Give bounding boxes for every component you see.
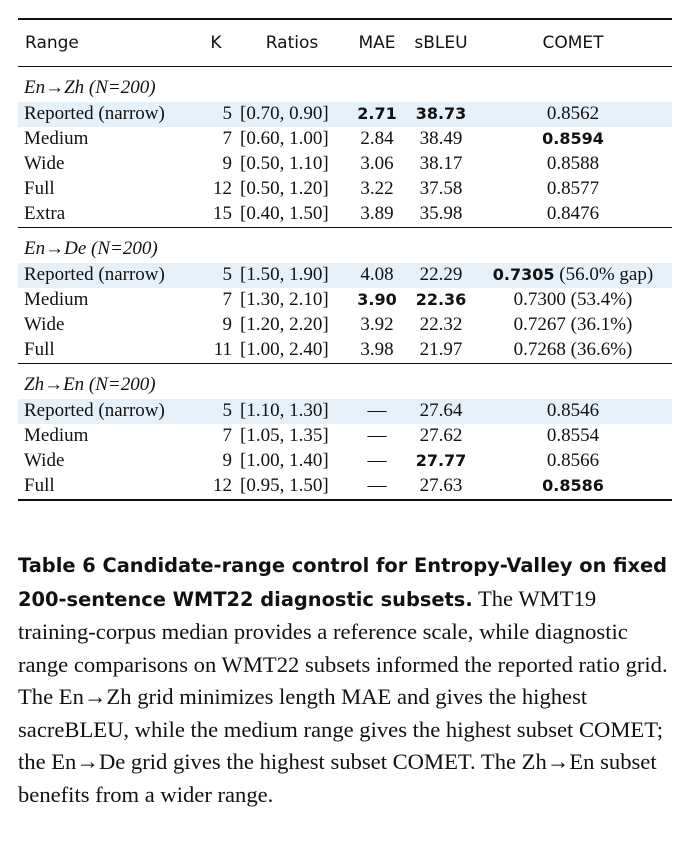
cell-comet-note: (56.0% gap) <box>554 264 654 285</box>
cell-k <box>194 263 238 288</box>
table-row <box>18 449 672 474</box>
cell-comet <box>474 127 672 152</box>
cell-range-value: Medium <box>24 128 89 149</box>
cell-comet-value: 0.8566 <box>546 450 600 471</box>
cell-k <box>194 102 238 127</box>
cell-mae <box>346 449 408 474</box>
cell-comet-value: 0.8586 <box>542 476 604 495</box>
cell-range-value: Wide <box>24 450 65 471</box>
cell-k-value: 12 <box>213 178 232 199</box>
cell-k-value: 7 <box>222 289 232 310</box>
cell-range-value: Full <box>24 339 55 360</box>
cell-range <box>18 424 194 449</box>
cell-sbleu-value: 38.17 <box>419 153 463 174</box>
table-row <box>18 202 672 228</box>
cell-k-value: 5 <box>222 400 232 421</box>
cell-ratios-value: [1.10, 1.30] <box>240 400 329 421</box>
cell-comet-note: (53.4%) <box>565 289 633 310</box>
spacer-cell <box>18 66 672 75</box>
table-row <box>18 152 672 177</box>
cell-range-value: Reported (narrow) <box>24 264 165 285</box>
cell-sbleu-value: 22.29 <box>419 264 463 285</box>
table-row <box>18 102 672 127</box>
results-table-container <box>18 18 672 501</box>
cell-range <box>18 263 194 288</box>
cell-range <box>18 177 194 202</box>
cell-ratios <box>238 449 346 474</box>
cell-range <box>18 449 194 474</box>
cell-comet <box>474 202 672 228</box>
cell-mae <box>346 399 408 424</box>
header-sbleu: sBLEU <box>408 19 474 66</box>
cell-sbleu-value: 35.98 <box>419 203 463 224</box>
cell-comet-value: 0.7300 <box>513 289 566 310</box>
cell-range <box>18 152 194 177</box>
group-label-row <box>18 75 672 102</box>
cell-ratios <box>238 177 346 202</box>
cell-comet <box>474 399 672 424</box>
cell-range-value: Full <box>24 178 55 199</box>
cell-ratios <box>238 152 346 177</box>
cell-comet-value: 0.8562 <box>546 103 600 124</box>
table-row <box>18 263 672 288</box>
cell-ratios <box>238 399 346 424</box>
cell-mae <box>346 288 408 313</box>
cell-range <box>18 338 194 364</box>
cell-comet-value: 0.7268 <box>513 339 566 360</box>
cell-comet <box>474 313 672 338</box>
cell-mae <box>346 313 408 338</box>
cell-mae-value: 4.08 <box>360 264 394 285</box>
cell-sbleu <box>408 127 474 152</box>
cell-ratios-value: [1.00, 2.40] <box>240 339 329 360</box>
cell-comet <box>474 338 672 364</box>
header-k: K <box>194 19 238 66</box>
cell-k-value: 12 <box>213 475 232 496</box>
separator-cell <box>18 227 672 236</box>
cell-ratios-value: [0.95, 1.50] <box>240 475 329 496</box>
cell-mae-value: — <box>367 475 387 496</box>
cell-range <box>18 313 194 338</box>
cell-comet-value: 0.8554 <box>546 425 600 446</box>
cell-mae-value: 3.22 <box>360 178 394 199</box>
table-row <box>18 177 672 202</box>
cell-k-value: 5 <box>222 103 232 124</box>
cell-k <box>194 338 238 364</box>
cell-sbleu-value: 37.58 <box>419 178 463 199</box>
cell-ratios-value: [0.50, 1.10] <box>240 153 329 174</box>
cell-ratios-value: [1.20, 2.20] <box>240 314 329 335</box>
cell-mae <box>346 338 408 364</box>
cell-sbleu <box>408 177 474 202</box>
cell-sbleu <box>408 102 474 127</box>
cell-mae <box>346 177 408 202</box>
cell-sbleu <box>408 152 474 177</box>
cell-ratios-value: [0.50, 1.20] <box>240 178 329 199</box>
cell-mae-value: 3.98 <box>360 339 394 360</box>
cell-comet <box>474 263 672 288</box>
cell-ratios <box>238 102 346 127</box>
header-spacer <box>18 66 672 75</box>
header-comet: COMET <box>474 19 672 66</box>
cell-k-value: 7 <box>222 128 232 149</box>
cell-k <box>194 399 238 424</box>
cell-comet <box>474 288 672 313</box>
cell-k-value: 15 <box>213 203 232 224</box>
cell-ratios-value: [1.50, 1.90] <box>240 264 329 285</box>
cell-k <box>194 474 238 500</box>
cell-comet-value: 0.8594 <box>542 129 604 148</box>
cell-range-value: Extra <box>24 203 66 224</box>
cell-k <box>194 202 238 228</box>
cell-mae <box>346 424 408 449</box>
cell-sbleu-value: 27.77 <box>415 451 467 470</box>
table-row <box>18 288 672 313</box>
cell-comet <box>474 102 672 127</box>
cell-sbleu-value: 21.97 <box>419 339 463 360</box>
table-row <box>18 474 672 500</box>
cell-k <box>194 152 238 177</box>
cell-sbleu <box>408 263 474 288</box>
cell-mae-value: 3.92 <box>360 314 394 335</box>
cell-mae-value: 3.89 <box>360 203 394 224</box>
cell-k-value: 9 <box>222 153 232 174</box>
cell-sbleu <box>408 399 474 424</box>
cell-sbleu-value: 38.73 <box>415 104 467 123</box>
cell-sbleu <box>408 474 474 500</box>
cell-k <box>194 177 238 202</box>
cell-mae-value: — <box>367 425 387 446</box>
cell-ratios-value: [1.30, 2.10] <box>240 289 329 310</box>
cell-comet <box>474 152 672 177</box>
cell-ratios-value: [1.05, 1.35] <box>240 425 329 446</box>
group-label: En→Zh (N=200) <box>24 77 156 98</box>
cell-comet-note: (36.1%) <box>565 314 633 335</box>
cell-sbleu-value: 27.62 <box>419 425 463 446</box>
table-row <box>18 338 672 364</box>
cell-ratios-value: [0.60, 1.00] <box>240 128 329 149</box>
cell-range-value: Wide <box>24 153 65 174</box>
group-label-row <box>18 236 672 263</box>
cell-comet-value: 0.8476 <box>546 203 600 224</box>
table-caption <box>18 549 678 811</box>
cell-ratios <box>238 313 346 338</box>
cell-sbleu <box>408 424 474 449</box>
cell-sbleu <box>408 338 474 364</box>
cell-range <box>18 399 194 424</box>
cell-mae <box>346 202 408 228</box>
cell-mae <box>346 102 408 127</box>
cell-ratios <box>238 288 346 313</box>
cell-k <box>194 127 238 152</box>
cell-range <box>18 474 194 500</box>
cell-comet-value: 0.8588 <box>546 153 600 174</box>
cell-k-value: 5 <box>222 264 232 285</box>
cell-k <box>194 449 238 474</box>
group-label: En→De (N=200) <box>24 238 158 259</box>
cell-mae <box>346 474 408 500</box>
cell-comet-value: 0.7267 <box>513 314 566 335</box>
cell-comet <box>474 177 672 202</box>
cell-mae <box>346 152 408 177</box>
cell-mae-value: 2.84 <box>360 128 394 149</box>
cell-mae-value: 3.06 <box>360 153 394 174</box>
cell-sbleu-value: 27.64 <box>419 400 463 421</box>
cell-k-value: 7 <box>222 425 232 446</box>
cell-range-value: Reported (narrow) <box>24 400 165 421</box>
group-label: Zh→En (N=200) <box>24 374 156 395</box>
table-row <box>18 424 672 449</box>
cell-comet-value: 0.8577 <box>546 178 600 199</box>
cell-sbleu-value: 22.36 <box>415 290 467 309</box>
cell-ratios-value: [1.00, 1.40] <box>240 450 329 471</box>
cell-comet <box>474 424 672 449</box>
caption-body: The WMT19 training-corpus median provides a reference scale, while diagnostic range comparisons on WMT22 subsets informed the reported ratio grid. The En→Zh grid minimizes length MAE and gives the highest sacreBLEU, while the medium range gives the highest subset COMET; the En→De grid gives the highest subset COMET. The Zh→En subset benefits from a wider range. <box>18 585 668 807</box>
table-row <box>18 313 672 338</box>
table-header-row <box>18 19 672 66</box>
cell-sbleu-value: 38.49 <box>419 128 463 149</box>
cell-ratios <box>238 424 346 449</box>
cell-mae-value: 2.71 <box>357 104 397 123</box>
group-separator <box>18 363 672 372</box>
cell-mae <box>346 263 408 288</box>
cell-k-value: 9 <box>222 450 232 471</box>
separator-cell <box>18 363 672 372</box>
cell-mae-value: 3.90 <box>357 290 397 309</box>
results-table <box>18 18 672 501</box>
cell-comet-value: 0.7305 <box>492 265 555 284</box>
cell-sbleu <box>408 449 474 474</box>
cell-range <box>18 127 194 152</box>
cell-ratios <box>238 474 346 500</box>
cell-range <box>18 288 194 313</box>
cell-k <box>194 424 238 449</box>
cell-sbleu-value: 22.32 <box>419 314 463 335</box>
cell-ratios <box>238 338 346 364</box>
cell-ratios-value: [0.70, 0.90] <box>240 103 329 124</box>
cell-sbleu <box>408 202 474 228</box>
header-ratios: Ratios <box>238 19 346 66</box>
cell-mae <box>346 127 408 152</box>
cell-k <box>194 313 238 338</box>
cell-ratios <box>238 202 346 228</box>
cell-ratios <box>238 263 346 288</box>
cell-ratios <box>238 127 346 152</box>
cell-comet <box>474 449 672 474</box>
header-range: Range <box>18 19 194 66</box>
group-label-row <box>18 372 672 399</box>
cell-sbleu <box>408 313 474 338</box>
cell-ratios-value: [0.40, 1.50] <box>240 203 329 224</box>
cell-comet-value: 0.8546 <box>546 400 600 421</box>
cell-range-value: Full <box>24 475 55 496</box>
cell-comet <box>474 474 672 500</box>
group-separator <box>18 227 672 236</box>
cell-sbleu <box>408 288 474 313</box>
table-row <box>18 127 672 152</box>
cell-range-value: Medium <box>24 289 89 310</box>
cell-mae-value: — <box>367 450 387 471</box>
cell-k-value: 9 <box>222 314 232 335</box>
cell-range-value: Reported (narrow) <box>24 103 165 124</box>
cell-comet-note: (36.6%) <box>565 339 633 360</box>
cell-mae-value: — <box>367 400 387 421</box>
header-mae: MAE <box>346 19 408 66</box>
cell-range-value: Wide <box>24 314 65 335</box>
caption-title: Table 6 Candidate-range control for Entropy-Valley on fixed 200-sentence WMT22 diagnostic subsets. <box>18 554 668 611</box>
table-row <box>18 399 672 424</box>
cell-k-value: 11 <box>213 339 232 360</box>
cell-range <box>18 102 194 127</box>
cell-range <box>18 202 194 228</box>
cell-range-value: Medium <box>24 425 89 446</box>
cell-sbleu-value: 27.63 <box>419 475 463 496</box>
cell-k <box>194 288 238 313</box>
table-body <box>18 66 672 500</box>
